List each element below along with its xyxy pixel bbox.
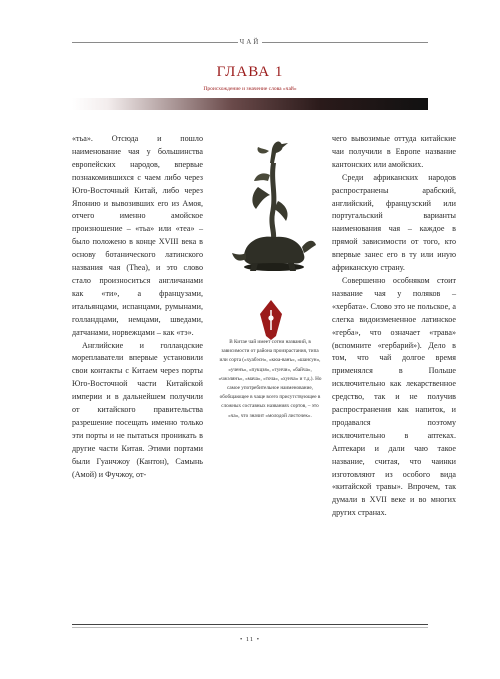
footer-rule-top — [72, 624, 428, 625]
figure-caption: В Китае чай имеет сотни названий, в зависимости от района произрастания, типа или сорта («хуабэсн», «кюа-ванъ», «шансун», «ученъ», «пукцзя», «тунчи», «байча», «чжэлянъ», «мача», «точа», «хунча» и т.д.). Но самое употребительное наименование, обобщающее в чаще всего присутствующее в сложных составных названиях сортов, – это «ча», что значит «молодой листочек». — [218, 339, 322, 419]
paragraph: чего вывозимые оттуда китайские чаи получили в Европе название кантонских или амойских. — [332, 134, 456, 169]
chapter-subtitle: Происхождение и значение слова «чай» — [203, 86, 297, 92]
paragraph: Среди африканских народов распространены арабский, английский, французский или португальский варианты наименования чая – каждое в прямой зависимости от того, кто впервые занес его в ту или иную африканскую страну. — [332, 172, 456, 273]
header-rule-right — [262, 42, 428, 43]
right-text-column — [332, 133, 456, 520]
paragraph: Совершенно особняком стоит название чая у поляков – «хербата». Слово это не польское, а слегка видоизмененное латинское «герба», что означает «трава» (вспомните «гербарий»). Дело в том, что чай долгое время применялся в Польше исключительно как лекарственное средство, так и не получив распространения как напиток, и продавался поэтому исключительно в аптеках. Аптекари и дали чаю такое название, считая, что чаинки изготовляют из особого вида «китайской травы». Впрочем, так думали в XVII веке и во многих других странах. — [332, 275, 456, 518]
chapter-title: ГЛАВА 1 — [216, 64, 284, 80]
paragraph: Английские и голландские мореплаватели впервые установили свои контакты с Китаем через порты Юго-Восточной части Китайской империи и в дальнейшем получили от китайского правительства разрешение посещать именно только эти порты и не пытаться проникать в другие части Китая. Этими портами были Гуанчжоу (Кантон), Самынь (Амой) и Фучжоу, от- — [72, 340, 203, 479]
footer-rule-bottom — [72, 627, 428, 628]
figure-column — [216, 135, 326, 342]
paragraph: «тьа». Отсюда и пошло наименование чая у большинства европейских народов, впервые познакомившихся с чаем либо через Юго-Восточный Китай, либо через Японию и вывозивших его из Амоя, отчего именно амойское произношение – «тьа» или «теа» – было положено в конце XVIII века в основу ботанического латинского названия чая (Thea), и это слово стало произноситься англичанами как «ти», а французами, итальянцами, испанцами, румынами, голландцами, немцами, шведами, датчанами, норвежцами – как «тэ». — [72, 134, 203, 337]
bronze-statuette-illustration — [216, 135, 326, 295]
running-title: ЧАЙ — [239, 38, 261, 46]
chapter-band — [72, 98, 428, 110]
pen-nib-ornament-icon — [216, 296, 326, 342]
left-text-column — [72, 133, 203, 481]
page-number: • 11 • — [239, 636, 261, 643]
